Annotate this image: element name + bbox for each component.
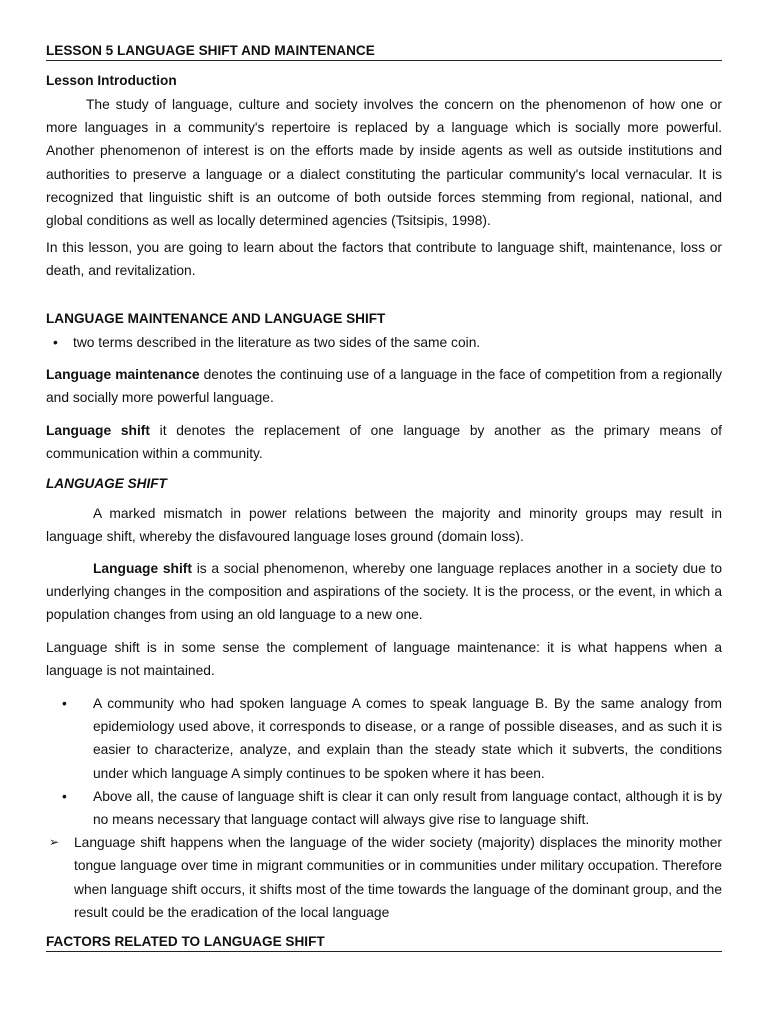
shift-def-text: it denotes the replacement of one language by another as the primary means of communication within a community. xyxy=(46,423,722,462)
list-item: • Above all, the cause of language shift is clear it can only result from language contact, although it is by no means necessary that language contact will always give rise to language shift. xyxy=(46,785,722,831)
shift-paragraph-2-text: is a social phenomenon, whereby one language replaces another in a society due to underlying changes in the composition and aspirations of the society. It is the process, or the event, in which a population changes from using an old language to a new one. xyxy=(46,561,722,623)
shift-definition xyxy=(46,419,722,465)
list-item: • A community who had spoken language A comes to speak language B. By the same analogy from epidemiology used above, it corresponds to disease, or a range of possible diseases, and as such it is easier to characterize, analyze, and explain than the steady state which it subverts, the conditions under which language A simply continues to be spoken where it has been. xyxy=(46,692,722,785)
shift-paragraph-2 xyxy=(46,557,722,627)
shift-term: Language shift xyxy=(46,423,150,439)
maintenance-def-text: denotes the continuing use of a language in the face of competition from a regionally and socially more powerful language. xyxy=(46,366,722,406)
lesson-title: LESSON 5 LANGUAGE SHIFT AND MAINTENANCE xyxy=(46,43,722,61)
shift-paragraph-1: A marked mismatch in power relations between the majority and minority groups may result in language shift, whereby the disfavoured language loses ground (domain loss). xyxy=(46,505,722,544)
maintenance-term: Language maintenance xyxy=(46,366,200,382)
maintenance-bullet-list xyxy=(46,331,722,354)
factors-heading: FACTORS RELATED TO LANGUAGE SHIFT xyxy=(46,934,722,952)
intro-paragraph: The study of language, culture and society involves the concern on the phenomenon of how one or more languages in a community's repertoire is replaced by a language which is socially more powerful. Another phenomenon of interest is on the efforts made by inside agents as well as outside institutions and authorities to preserve a language or a dialect constituting the particular community's local vernacular. It is recognized that linguistic shift is an outcome of both outside forces stemming from regional, national, and global conditions as well as locally determined agencies (Tsitsipis, 1998). xyxy=(46,97,722,229)
shift-section-heading: LANGUAGE SHIFT xyxy=(46,475,167,491)
maintenance-definition xyxy=(46,363,722,409)
arrow-bullet-icon: ➢ xyxy=(49,835,60,850)
shift-paragraph-2-term: Language shift xyxy=(93,561,192,577)
arrow-list-item xyxy=(46,831,722,924)
shift-bullet-list xyxy=(46,692,722,831)
shift-paragraph-3: Language shift is in some sense the complement of language maintenance: it is what happens when a language is not maintained. xyxy=(46,639,722,678)
arrow-item-text: Language shift happens when the language of the wider society (majority) displaces the minority mother tongue language over time in migrant communities or in communities under military occupation. Therefore when language shift occurs, it shifts most of the time towards the language of the dominant group, and the result could be the eradication of the local language xyxy=(74,835,722,920)
list-item: • two terms described in the literature as two sides of the same coin. xyxy=(46,331,722,354)
document-body xyxy=(46,43,722,952)
intro-heading: Lesson Introduction xyxy=(46,73,177,88)
intro-lesson-paragraph: In this lesson, you are going to learn about the factors that contribute to language shift, maintenance, loss or death, and revitalization. xyxy=(46,240,722,279)
maintenance-section-heading: LANGUAGE MAINTENANCE AND LANGUAGE SHIFT xyxy=(46,310,386,326)
